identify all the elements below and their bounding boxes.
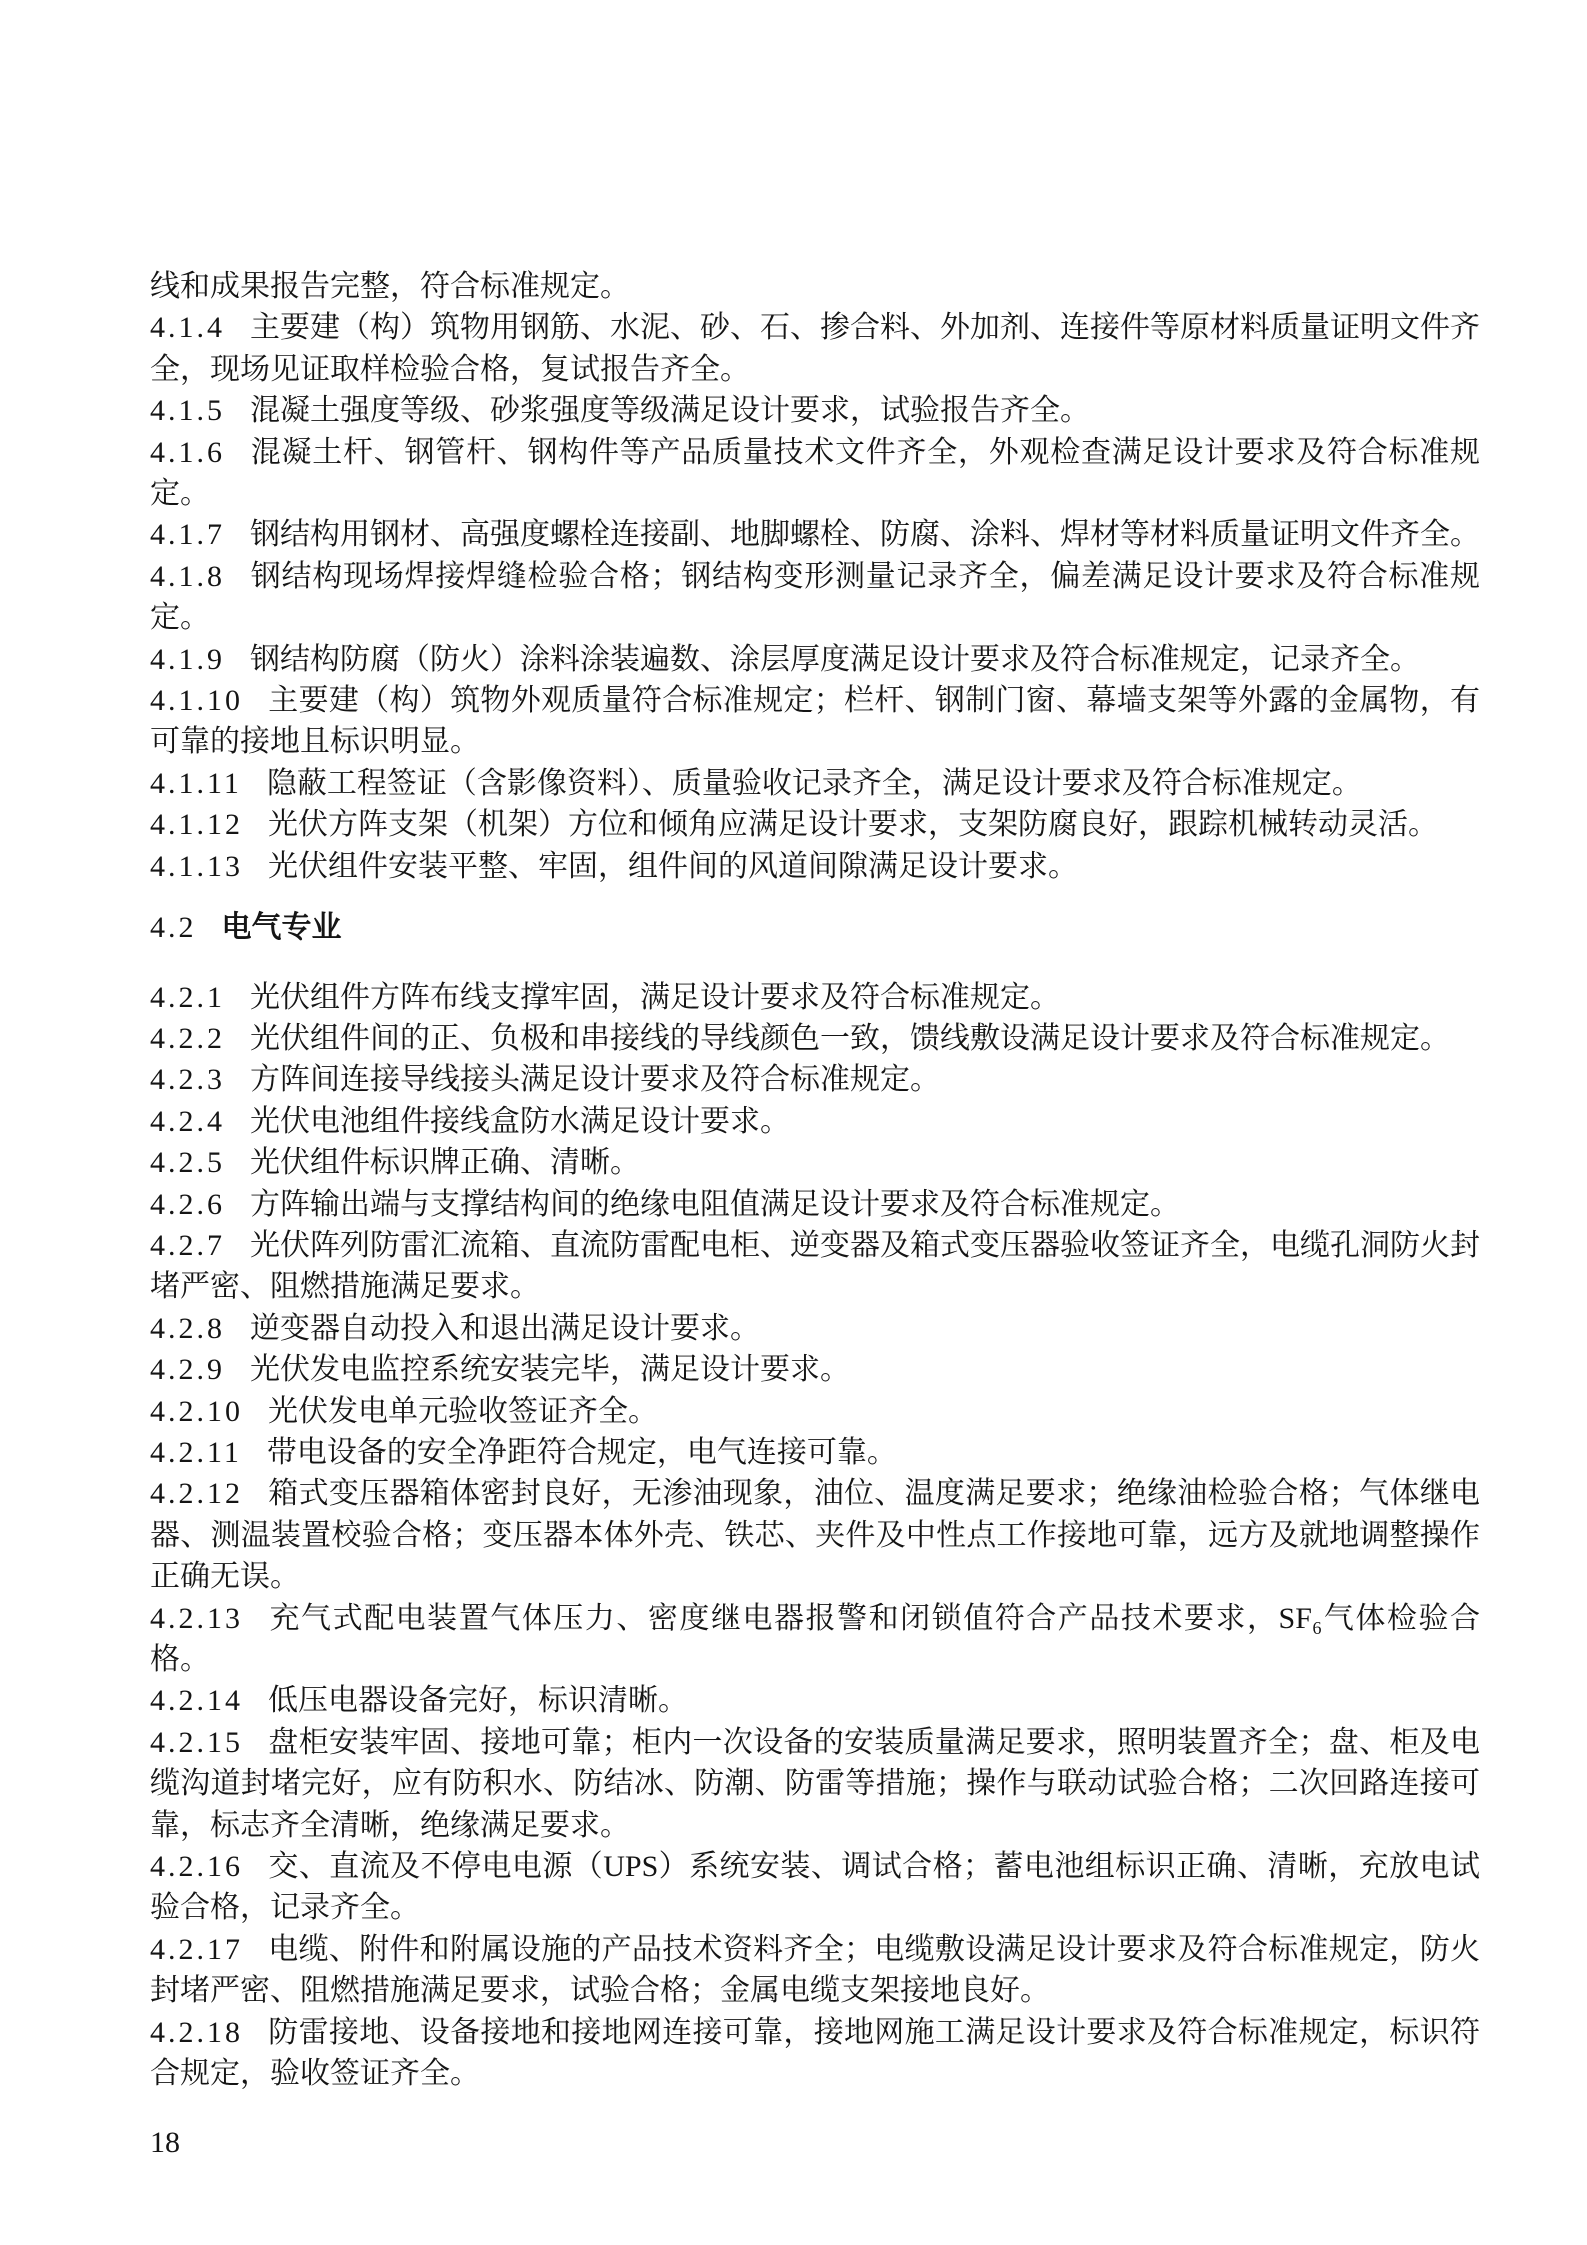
clause-4-1-10 [150,680,1480,763]
clause-text: 方阵输出端与支撑结构间的绝缘电阻值满足设计要求及符合标准规定。 [250,1187,1180,1221]
clause-number: 4.1.11 [150,766,242,800]
clause-text: 光伏组件标识牌正确、清晰。 [250,1146,640,1180]
clause-number: 4.1.10 [150,684,243,718]
clause-4-1-11 [150,763,1480,804]
clause-number: 4.2.5 [150,1146,225,1180]
clause-number: 4.1.8 [150,559,225,593]
clause-number: 4.1.12 [150,808,243,842]
clause-4-2-13 [150,1598,1480,1681]
clause-number: 4.2.14 [150,1684,243,1718]
clause-4-2-4 [150,1101,1480,1142]
clause-4-2-10 [150,1391,1480,1432]
clause-number: 4.2.15 [150,1725,243,1759]
clause-text: 钢结构用钢材、高强度螺栓连接副、地脚螺栓、防腐、涂料、焊材等材料质量证明文件齐全。 [250,518,1480,552]
clause-text: 方阵间连接导线接头满足设计要求及符合标准规定。 [250,1063,940,1097]
clause-4-2-18 [150,2012,1480,2095]
clause-number: 4.2.3 [150,1063,225,1097]
clause-4-2-11 [150,1432,1480,1473]
clause-text: 光伏阵列防雷汇流箱、直流防雷配电柜、逆变器及箱式变压器验收签证齐全，电缆孔洞防火封堵严密、阻燃措施满足要求。 [150,1228,1480,1304]
clause-number: 4.1.5 [150,394,225,428]
clause-4-1-8 [150,556,1480,639]
clause-number: 4.2.6 [150,1187,225,1221]
clause-4-1-12 [150,804,1480,845]
clause-4-2-17 [150,1929,1480,2012]
clause-4-2-8 [150,1308,1480,1349]
clause-text: 盘柜安装牢固、接地可靠；柜内一次设备的安装质量满足要求，照明装置齐全；盘、柜及电缆沟道封堵完好，应有防积水、防结冰、防潮、防雷等措施；操作与联动试验合格；二次回路连接可靠，标志齐全清晰，绝缘满足要求。 [150,1725,1480,1842]
clause-text: 防雷接地、设备接地和接地网连接可靠，接地网施工满足设计要求及符合标准规定，标识符合规定，验收签证齐全。 [150,2015,1480,2091]
clause-number: 4.2.2 [150,1021,225,1055]
clause-text: 隐蔽工程签证（含影像资料）、质量验收记录齐全，满足设计要求及符合标准规定。 [266,766,1362,800]
clause-number: 4.2.12 [150,1477,243,1511]
clause-number: 4.2.17 [150,1932,243,1966]
clause-4-2-5 [150,1142,1480,1183]
clause-text: 光伏发电单元验收签证齐全。 [268,1394,658,1428]
clause-4-2-2 [150,1018,1480,1059]
clause-number: 4.1.4 [150,311,225,345]
clause-number: 4.2.7 [150,1228,225,1262]
clause-text: 钢结构现场焊接焊缝检验合格；钢结构变形测量记录齐全，偏差满足设计要求及符合标准规定。 [150,559,1480,635]
clause-text: 光伏组件方阵布线支撑牢固，满足设计要求及符合标准规定。 [250,980,1060,1014]
clause-number: 4.2.9 [150,1353,225,1387]
clause-4-1-7 [150,514,1480,555]
document-body [150,266,1480,2094]
clause-text: 充气式配电装置气体压力、密度继电器报警和闭锁值符合产品技术要求，SF₆气体检验合格。 [150,1601,1480,1676]
clause-text: 低压电器设备完好，标识清晰。 [268,1684,688,1718]
clause-4-1-4 [150,307,1480,390]
clause-text: 钢结构防腐（防火）涂料涂装遍数、涂层厚度满足设计要求及符合标准规定，记录齐全。 [250,642,1420,676]
section-number: 4.2 [150,911,197,945]
section-heading-4-2 [150,907,1480,948]
clause-4-2-7 [150,1225,1480,1308]
clause-text: 光伏组件间的正、负极和串接线的导线颜色一致，馈线敷设满足设计要求及符合标准规定。 [250,1021,1450,1055]
clause-4-2-12 [150,1473,1480,1597]
clause-text: 交、直流及不停电电源（UPS）系统安装、调试合格；蓄电池组标识正确、清晰，充放电试验合格，记录齐全。 [150,1850,1480,1925]
clause-number: 4.2.18 [150,2015,243,2049]
page-number: 18 [150,2126,180,2160]
continuation-paragraph: 线和成果报告完整，符合标准规定。 [150,270,630,303]
clause-text: 光伏方阵支架（机架）方位和倾角应满足设计要求，支架防腐良好，跟踪机械转动灵活。 [268,808,1438,842]
clause-number: 4.2.10 [150,1394,243,1428]
clause-4-1-6 [150,432,1480,515]
clause-text: 逆变器自动投入和退出满足设计要求。 [250,1311,760,1345]
clause-4-2-6 [150,1184,1480,1225]
clause-number: 4.1.9 [150,642,225,676]
clause-4-1-9 [150,639,1480,680]
clause-number: 4.2.13 [150,1601,243,1635]
clause-text: 混凝土杆、钢管杆、钢构件等产品质量技术文件齐全，外观检查满足设计要求及符合标准规定。 [150,435,1480,511]
clause-number: 4.2.8 [150,1311,225,1345]
clause-text: 带电设备的安全净距符合规定，电气连接可靠。 [266,1435,897,1469]
clause-4-2-3 [150,1059,1480,1100]
clause-text: 混凝土强度等级、砂浆强度等级满足设计要求，试验报告齐全。 [250,394,1090,428]
clause-text: 主要建（构）筑物外观质量符合标准规定；栏杆、钢制门窗、幕墙支架等外露的金属物，有可靠的接地且标识明显。 [150,684,1480,759]
clause-number: 4.2.4 [150,1104,225,1138]
clause-4-1-5 [150,390,1480,431]
clause-4-2-1 [150,977,1480,1018]
section-title: 电气专业 [221,911,342,945]
clause-number: 4.2.11 [150,1435,242,1469]
clause-number: 4.1.6 [150,435,225,469]
clause-number: 4.1.13 [150,849,243,883]
clause-text: 光伏发电监控系统安装完毕，满足设计要求。 [250,1353,850,1387]
clause-number: 4.2.1 [150,980,225,1014]
clause-4-1-13 [150,846,1480,887]
clause-number: 4.1.7 [150,518,225,552]
clause-4-2-14 [150,1680,1480,1721]
clause-text: 箱式变压器箱体密封良好，无渗油现象，油位、温度满足要求；绝缘油检验合格；气体继电器、测温装置校验合格；变压器本体外壳、铁芯、夹件及中性点工作接地可靠，远方及就地调整操作正确无误。 [150,1477,1480,1594]
clause-text: 光伏组件安装平整、牢固，组件间的风道间隙满足设计要求。 [268,849,1078,883]
clause-text: 光伏电池组件接线盒防水满足设计要求。 [250,1104,790,1138]
clause-text: 主要建（构）筑物用钢筋、水泥、砂、石、掺合料、外加剂、连接件等原材料质量证明文件齐全，现场见证取样检验合格，复试报告齐全。 [150,311,1480,386]
clause-number: 4.2.16 [150,1850,243,1884]
clause-4-2-9 [150,1349,1480,1390]
clause-text: 电缆、附件和附属设施的产品技术资料齐全；电缆敷设满足设计要求及符合标准规定，防火封堵严密、阻燃措施满足要求，试验合格；金属电缆支架接地良好。 [150,1932,1480,2008]
clause-4-2-15 [150,1722,1480,1846]
clause-4-2-16 [150,1846,1480,1929]
